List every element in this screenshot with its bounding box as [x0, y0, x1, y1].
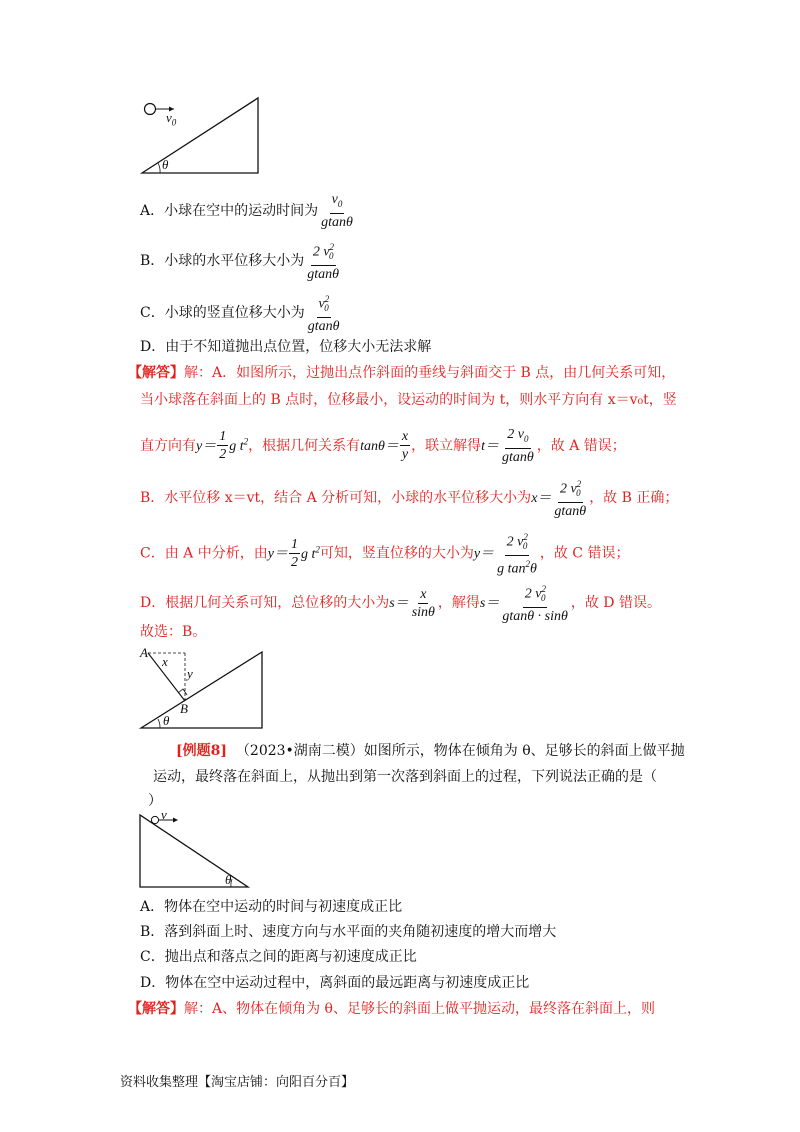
- answer-line-6: D．根据几何关系可知，总位移的大小为s＝ $\frac{x}{\sin\theta}$ ，解得s＝ $\frac{2 v^2_0}{gtan\theta \cdot \sin\theta}$ ，故 D 错误。: [140, 584, 661, 625]
- q8-stem-line-1: [例题8] （2023•湖南二模）如图所示，物体在倾角为 θ、足够长的斜面上做平抛: [176, 743, 685, 759]
- q8-option-a: A．物体在空中运动的时间与初速度成正比: [140, 899, 403, 915]
- q8-stem-line-2: 运动，最终落在斜面上，从抛出到第一次落到斜面上的过程，下列说法正确的是（: [153, 769, 657, 785]
- fig2-label-x: x: [162, 654, 168, 669]
- q8-stem-line-3: ）: [148, 793, 162, 809]
- fig2-label-theta: θ: [163, 713, 170, 728]
- fig2-label-A: A: [140, 645, 148, 660]
- answer-line-5: C．由 A 中分析，由y＝ $\frac{1}{2}$ g $t^2$可知，竖直位移的大小为y＝ $\frac{2 v^2_0}{g \tan^2\theta}$ ，故 C 错误；: [140, 532, 630, 578]
- figure-descending-incline: [138, 810, 254, 892]
- answer-line-4: B．水平位移 x＝vt，结合 A 分析可知，小球的水平位移大小为x＝ $\frac{2 v^2_0}{gtan\theta}$ ，故 B 正确；: [140, 479, 679, 520]
- figure-incline-ball: [140, 94, 265, 176]
- footer-text: 资料收集整理【淘宝店铺：向阳百分百】: [120, 1075, 355, 1090]
- q8-option-c: C．抛出点和落点之间的距离与初速度成正比: [140, 949, 417, 965]
- fig3-label-theta: θ: [225, 872, 232, 887]
- ball-icon: [145, 104, 156, 115]
- option-d: D．由于不知道抛出点位置，位移大小无法求解: [140, 339, 432, 355]
- answer-line-1: 【解答】解：A．如图所示，过抛出点作斜面的垂线与斜面交于 B 点，由几何关系可知，: [128, 365, 676, 381]
- answer-choice: 故选：B。: [140, 624, 207, 640]
- q8-answer-line: 【解答】解：A、物体在倾角为 θ、足够长的斜面上做平抛运动，最终落在斜面上，则: [128, 1001, 655, 1017]
- answer-line-3: 直方向有y＝ $\frac{1}{2}$ g $t^2$，根据几何关系有tanθ＝ $\frac{x}{y}$ ，联立解得t＝ $\frac{2 v_0}{gtan\theta}$ ，故 A 错误；: [140, 427, 626, 465]
- fig3-label-v: v: [161, 807, 167, 822]
- fig2-label-y: y: [187, 666, 193, 681]
- fig1-theta-label: θ: [162, 157, 169, 172]
- answer-line-2: 当小球落在斜面上的 B 点时，位移最小，设运动的时间为 t，则水平方向有 x＝v₀t，竖: [140, 392, 677, 408]
- ball-icon: [151, 816, 158, 823]
- q8-option-d: D．物体在空中运动过程中，离斜面的最远距离与初速度成正比: [140, 975, 530, 991]
- q8-option-b: B．落到斜面上时、速度方向与水平面的夹角随初速度的增大而增大: [140, 924, 557, 940]
- option-c: C．小球的竖直位移大小为 $\frac{v^2_0}{gtan\theta}$: [140, 294, 340, 335]
- answer-tag: 【解答】: [128, 365, 184, 381]
- q8-label: [例题8]: [176, 743, 227, 759]
- fig1-v0-label: $v_0$: [166, 110, 177, 128]
- figure-geometry-AB: [138, 646, 268, 732]
- option-b: B．小球的水平位移大小为 $\frac{2 v^2_0}{gtan\theta}$: [140, 242, 340, 283]
- fig2-label-B: B: [180, 701, 188, 716]
- option-a: A．小球在空中的运动时间为 $\frac{v_0}{gtan\theta}$: [140, 192, 353, 230]
